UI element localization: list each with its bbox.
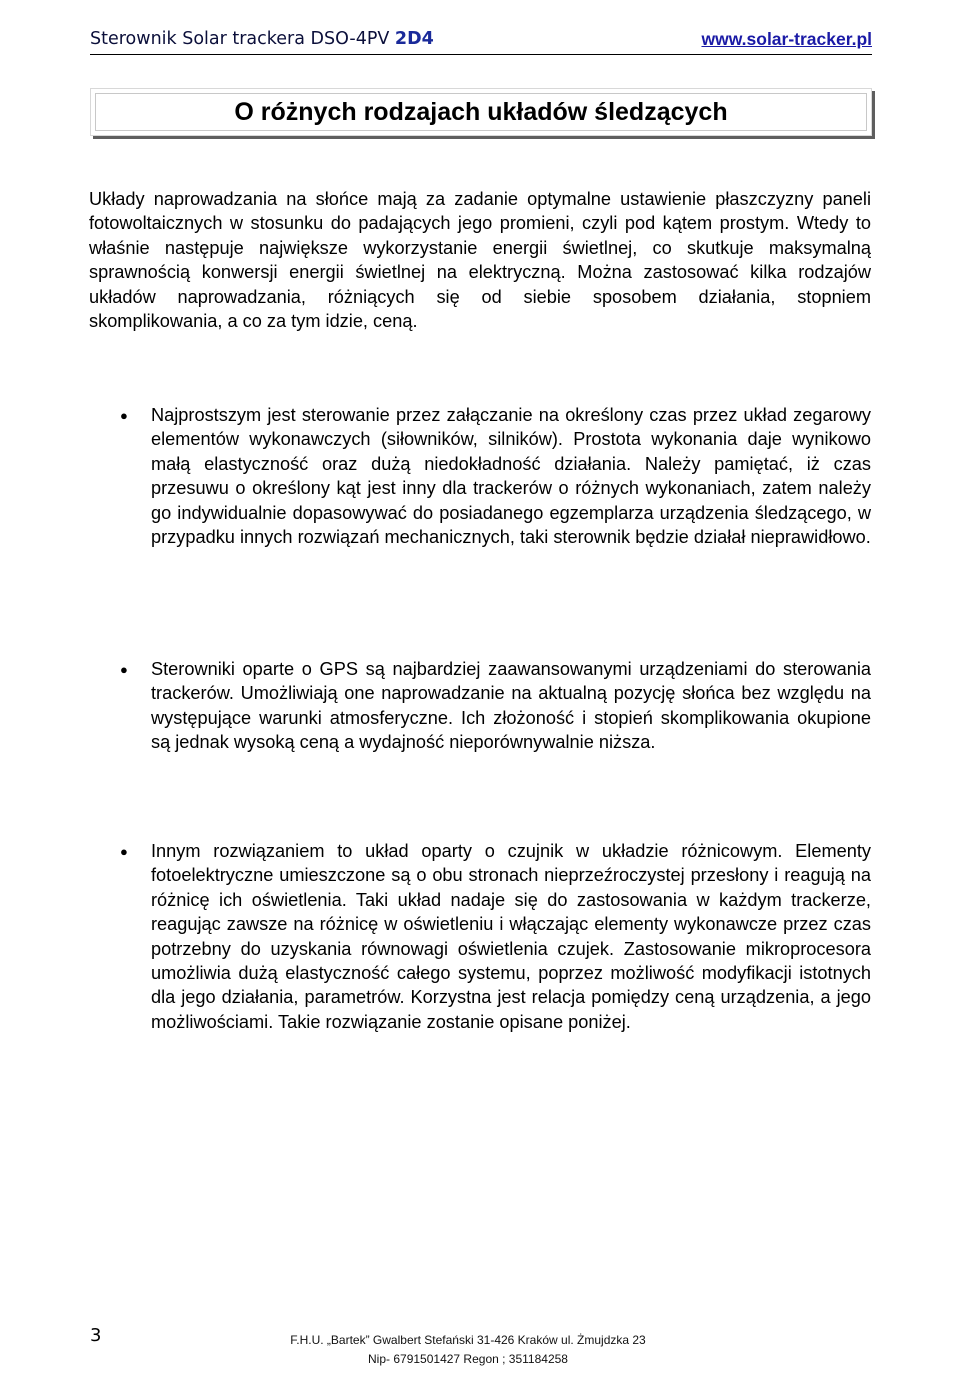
document-model: 2D4 [394, 29, 434, 49]
bullet-icon: ● [120, 408, 128, 423]
page-header [90, 28, 872, 55]
section-title-box [90, 88, 872, 136]
website-link[interactable]: www.solar-tracker.pl [701, 29, 872, 49]
document-title [90, 29, 434, 49]
intro-paragraph: Układy naprowadzania na słońce mają za zadanie optymalne ustawienie płaszczyzny paneli fotowoltaicznych w stosunku do padających jego promieni, czyli pod kątem prostym. Wtedy to właśnie następuje największe wykorzystanie energii świetlnej, co skutkuje maksymalną sprawnością konwersji energii świetlnej na elektryczną. Można zastosować kilka rodzajów układów naprowadzania, różniących się od siebie sposobem działania, stopniem skomplikowania, a co za tym idzie, ceną. [89, 189, 871, 332]
list-item-text: Najprostszym jest sterowanie przez załączanie na określony czas przez układ zegarowy elementów wykonawczych (siłowników, silników). Prostota wykonania daje wynikowo małą elastyczność oraz dużą niedokładność działania. Należy pamiętać, iż czas przesuwu o określony kąt jest inny dla trackerów o różnych wykonaniach, zatem należy go indywidualnie dopasowywać do posiadanego egzemplarza urządzenia śledzącego, w przypadku innych rozwiązań mechanicznych, taki sterownik będzie działał nieprawidłowo. [151, 405, 871, 548]
company-registration: Nip- 6791501427 Regon ; 351184258 [368, 1352, 568, 1366]
page-number: 3 [90, 1325, 102, 1346]
document-title-text: Sterownik Solar trackera DSO-4PV [90, 29, 395, 49]
bullet-icon: ● [120, 662, 128, 677]
list-item-text: Sterowniki oparte o GPS są najbardziej zaawansowanymi urządzeniami do sterowania trackerów. Umożliwiają one naprowadzanie na aktualną pozycję słońca bez względu na występujące warunki atmosferyczne. Ich złożoność i stopień skomplikowania okupione są jednak wysoką ceną a wydajność nieporównywalnie niższa. [151, 659, 871, 753]
company-address: F.H.U. „Bartek” Gwalbert Stefański 31-426 Kraków ul. Żmujdzka 23 [290, 1333, 646, 1347]
section-title: O różnych rodzajach układów śledzących [234, 98, 728, 126]
bullet-icon: ● [120, 844, 128, 859]
list-item-text: Innym rozwiązaniem to układ oparty o czujnik w układzie różnicowym. Elementy fotoelektryczne umieszczone są o obu stronach nieprzeźroczystej przesłony i reagują na różnicę ich oświetlenia. Taki układ nadaje się do zastosowania w każdym trackerze, reagując zawsze na różnicę w oświetleniu i włączając elementy wykonawcze przez czas potrzebny do uzyskania równowagi oświetlenia czujek. Zastosowanie mikroprocesora umożliwia dużą elastyczność całego systemu, poprzez możliwość modyfikacji istotnych dla jego działania, parametrów. Korzystna jest relacja pomiędzy ceną urządzenia, a jego możliwościami. Takie rozwiązanie zostanie opisane poniżej. [151, 841, 871, 1032]
footer-company-info [258, 1331, 678, 1369]
